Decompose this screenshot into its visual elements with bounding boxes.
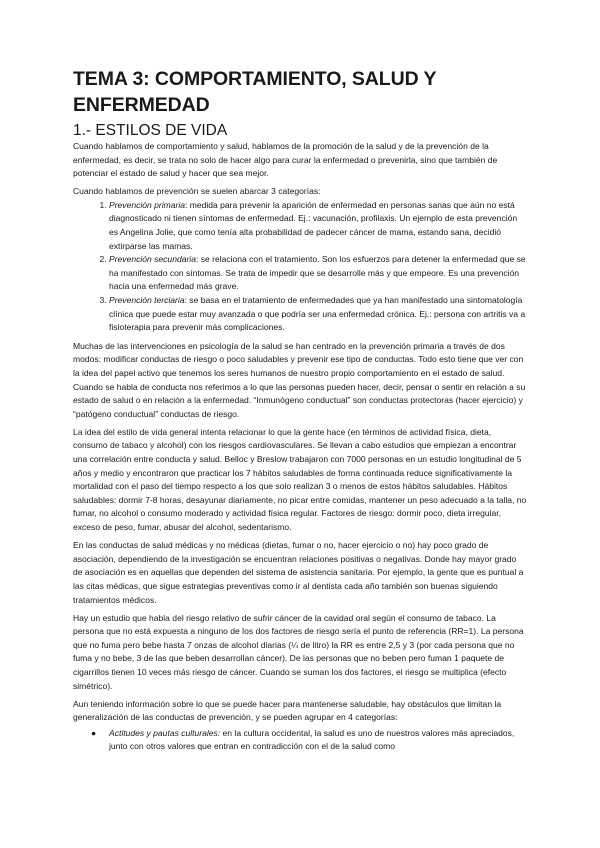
list-item-term: Prevención terciaria [109,295,185,306]
body-paragraph: La idea del estilo de vida general intenta relacionar lo que la gente hace (en términos de actividad física, dieta, consumo de tabaco y alcohol) con los riesgos cardiovasculares. Se llevan a cabo estudios que empiezan a encontrar una correlación entre conducta y salud. Belloc y Breslow trabajaron con 7000 personas en un estudio longitudinal de 5 años y medio y encontraron que practicar los 7 hábitos saludables de forma continuada reduce significativamente la mortalidad con el paso del tiempo respecto a los que solo realizan 3 o menos de estos hábitos saludables. Hábitos saludables: dormir 7-8 horas, desayunar diariamente, no picar entre comidas, mantener un peso adecuado a la talla, no fumar, no alcohol o consumo moderado y actividad física regular. Factores de riesgo: dormir poco, dieta irregular, exceso de peso, fumar, abusar del alcohol, sedentarismo. [73,426,527,533]
page-title: TEMA 3: COMPORTAMIENTO, SALUD Y ENFERMEDAD [73,68,437,116]
section-heading: 1.- ESTILOS DE VIDA [73,122,228,139]
body-paragraph: Hay un estudio que habla del riesgo relativo de sufrir cáncer de la cavidad oral según el consumo de tabaco. La persona que no está expuesta a ninguno de los dos factores de riesgo sería el punto de referencia (RR=1). La persona que no fuma pero bebe hasta 7 onzas de alcohol diarias (¼ de litro) la RR es entre 2,5 y 3 (por cada persona que no fuma y no bebe, 3 de las que beben desarrollan cáncer). De las personas que no beben pero fuman 1 paquete de cigarrillos tienen 10 veces más riesgo de cáncer. Cuando se suman los dos factores, el riesgo se multiplica (efecto simétrico). [73,612,524,691]
list-item-text: : medida para prevenir la aparición de enfermedad en personas sanas que aún no está diagnosticado ni tienen síntomas de enfermedad. Ej.: vacunación, profilaxis. Un ejemplo de esta prevención es Angelina Jolie, que como tenía alta probabilidad de padecer cáncer de mama, estando sana, decidió extirparse las mamas. [109,199,518,251]
intro-paragraph: Cuando hablamos de comportamiento y salud, hablamos de la promoción de la salud y de la prevención de la enfermedad, es decir, se trata no solo de hacer algo para curar la enfermedad o prevenirla, sino que también de potenciar el estado de salud y hacer que sea mejor. [73,141,498,179]
bullet-icon: ● [91,727,97,738]
list-item [109,199,528,253]
body-paragraph: Muchas de las intervenciones en psicología de la salud se han centrado en la prevención primaria a través de dos modos: modificar conductas de riesgo o poco saludables y prevenir ese tipo de conductas. Todo esto tiene que ver con la idea del papel activo que tenemos los seres humanos de nuestro propio comportamiento en el estado de salud. Cuando se habla de conducta nos referimos a lo que las personas pueden hacer, decir, pensar o sentir en relación a su estado de salud o en relación a la enfermedad. “Inmunógeno conductual” son conductas protectoras (hacer ejercicio) y “patógeno conductual” conductas de riesgo. [73,340,526,419]
list-item-term: Actitudes y pautas culturales: [109,727,221,738]
prevention-list [73,199,528,335]
body-paragraph: En las conductas de salud médicas y no médicas (dietas, fumar o no, hacer ejercicio o no) hay poco grado de asociación, dependiendo de la investigación se encuentran relaciones positivas o negativas. Donde hay mayor grado de asociación es en aquellas que dependen del sistema de asistencia sanitaria. Por ejemplo, la gente que es puntual a las citas médicas, que sigue estrategias preventivas como ir al dentista cada año también son buenas siguiendo tratamientos médicos. [73,540,524,605]
list-item [91,727,528,754]
list-item-text: en la cultura occidental, la salud es uno de nuestros valores más apreciados, junto con otros valores que entran en contradicción con el de la salud como [109,727,515,752]
obstacles-list [73,727,528,754]
body-paragraph: Aun teniendo información sobre lo que se puede hacer para mantenerse saludable, hay obstáculos que limitan la generalización de las conductas de prevención, y se pueden agrupar en 4 categorías: [73,698,502,723]
prevention-intro: Cuando hablamos de prevención se suelen abarcar 3 categorías: [73,186,321,197]
list-item [109,253,528,294]
list-item [109,294,528,335]
list-item-term: Prevención primaria [109,199,186,210]
document-page [73,66,528,754]
list-item-term: Prevención secundaria [109,254,196,265]
list-item-text: : se relaciona con el tratamiento. Son los esfuerzos para detener la enfermedad que se ha manifestado con síntomas. Se trata de impedir que se desarrolle más y que empeore. Es una prevención hacia una enfermedad más grave. [109,254,526,292]
list-item-text: : se basa en el tratamiento de enfermedades que ya han manifestado una sintomatología clínica que puede estar muy avanzada o que podría ser una enfermedad crónica. Ej.: persona con artritis va a fisioterapia para prevenir más complicaciones. [109,295,526,333]
